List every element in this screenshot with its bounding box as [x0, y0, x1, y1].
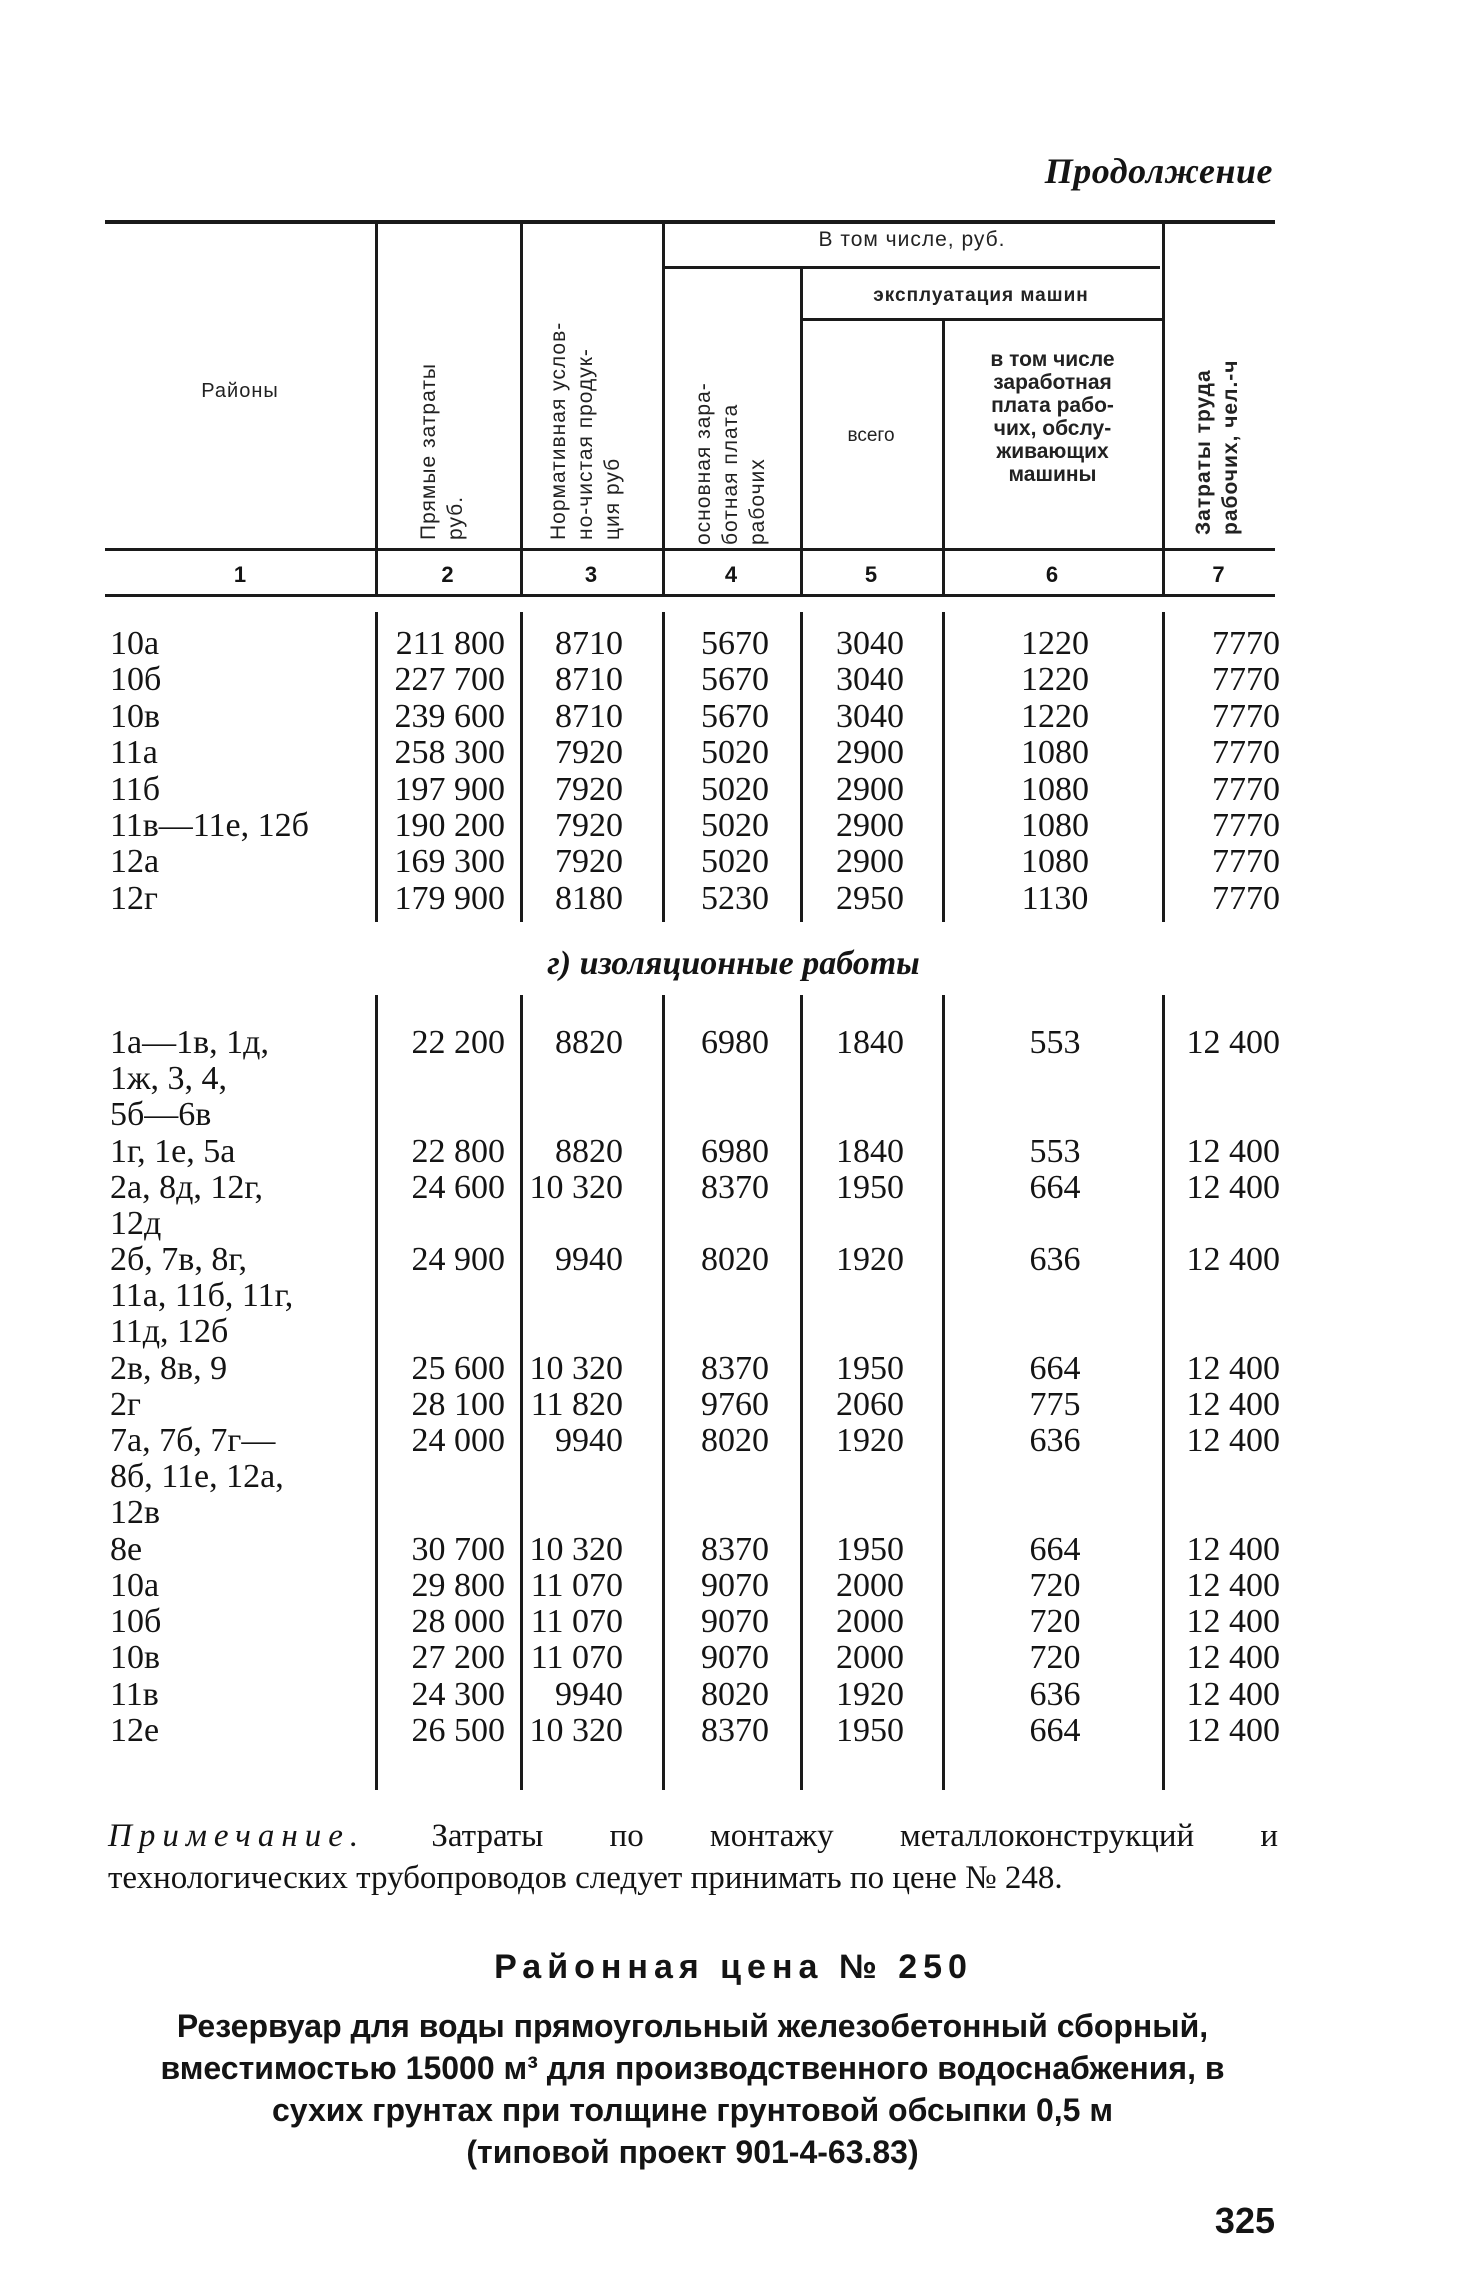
machine-total-cell: 3040 [836, 661, 904, 699]
region-cell: 2в, 8в, 9 [110, 1349, 228, 1387]
direct-costs-cell: 28 000 [411, 1603, 505, 1641]
base-wage-cell: 8370 [701, 1349, 769, 1387]
header-base-wage: основная зара- ботная плата рабочих [692, 382, 769, 545]
machine-wage-cell: 664 [1029, 1711, 1081, 1749]
region-cell: 10в [110, 1639, 161, 1677]
base-wage-cell: 8370 [701, 1530, 769, 1568]
labor-cell: 12 400 [1186, 1024, 1280, 1061]
labor-cell: 12 400 [1186, 1132, 1280, 1170]
column-number: 2 [441, 562, 454, 587]
machine-total-cell: 2000 [836, 1567, 904, 1604]
base-wage-cell: 5020 [701, 843, 769, 881]
normative-cell: 8710 [555, 697, 623, 735]
region-cell: 10б [110, 661, 162, 699]
region-cell: 2г [110, 1386, 141, 1423]
normative-cell: 8820 [555, 1132, 623, 1170]
machine-total-cell: 2000 [836, 1603, 904, 1641]
header-labor: Затраты труда рабочих, чел.-ч [1192, 359, 1242, 535]
machine-total-cell: 2060 [836, 1386, 904, 1423]
labor-cell: 12 400 [1186, 1168, 1280, 1206]
base-wage-cell: 5230 [701, 879, 769, 917]
labor-cell: 12 400 [1186, 1386, 1280, 1423]
base-wage-cell: 8370 [701, 1168, 769, 1206]
header-machine-op: эксплуатация машин [873, 285, 1089, 306]
machine-wage-cell: 664 [1029, 1530, 1081, 1568]
column-number: 6 [1045, 562, 1059, 587]
region-cell: 12а [110, 843, 160, 881]
machine-total-cell: 1840 [836, 1024, 904, 1061]
machine-total-cell: 2900 [836, 734, 904, 772]
base-wage-cell: 5020 [701, 807, 769, 844]
labor-cell: 12 400 [1186, 1675, 1280, 1713]
base-wage-cell: 5670 [701, 625, 769, 662]
header-incl-wage: в том числе заработная плата рабо- чих, обслу- живающих машины [990, 348, 1115, 486]
labor-cell: 7770 [1212, 661, 1280, 699]
machine-total-cell: 1840 [836, 1132, 904, 1170]
direct-costs-cell: 22 200 [411, 1024, 505, 1061]
note-text-2: технологических трубопроводов следует принимать по цене № 248. [108, 1860, 1063, 1896]
header-in-total: В том числе, руб. [818, 228, 1006, 251]
normative-cell: 11 820 [530, 1386, 623, 1423]
machine-wage-cell: 553 [1029, 1024, 1081, 1061]
column-divider [662, 995, 665, 1790]
normative-cell: 9940 [555, 1241, 623, 1279]
direct-costs-cell: 22 800 [411, 1132, 505, 1170]
machine-wage-cell: 1130 [1021, 879, 1089, 917]
direct-costs-cell: 24 600 [411, 1168, 505, 1206]
region-cell: 8е [110, 1530, 143, 1568]
labor-cell: 12 400 [1186, 1349, 1280, 1387]
machine-wage-cell: 1220 [1021, 697, 1089, 735]
header-regions: Районы [201, 380, 279, 402]
machine-total-cell: 2900 [836, 843, 904, 881]
machine-total-cell: 2900 [836, 770, 904, 808]
machine-wage-cell: 1080 [1021, 770, 1089, 808]
machine-wage-cell: 775 [1029, 1386, 1081, 1423]
column-divider [375, 612, 378, 922]
section-title: г) изоляционные работы [547, 945, 920, 982]
direct-costs-cell: 25 600 [411, 1349, 505, 1387]
column-number: 7 [1212, 562, 1225, 587]
colnum-bottom-rule [105, 594, 1275, 597]
base-wage-cell: 9070 [701, 1567, 769, 1604]
normative-cell: 11 070 [530, 1639, 623, 1677]
column-number: 3 [584, 562, 598, 587]
normative-cell: 11 070 [530, 1603, 623, 1641]
column-divider [662, 612, 665, 922]
machine-wage-cell: 1080 [1021, 807, 1089, 844]
machine-total-cell: 1920 [836, 1675, 904, 1713]
machine-total-cell: 1920 [836, 1241, 904, 1279]
region-cell: 11а [110, 734, 158, 772]
column-number: 1 [233, 562, 247, 587]
region-cell: 12е [110, 1711, 160, 1749]
region-cell: 2б, 7в, 8г, 11а, 11б, 11г, 11д, 12б [110, 1241, 294, 1351]
labor-cell: 12 400 [1186, 1567, 1280, 1604]
machine-wage-cell: 636 [1029, 1675, 1081, 1713]
labor-cell: 12 400 [1186, 1711, 1280, 1749]
in-total-underline [665, 266, 1160, 269]
direct-costs-cell: 211 800 [395, 625, 505, 662]
labor-cell: 7770 [1212, 879, 1280, 917]
base-wage-cell: 9070 [701, 1603, 769, 1641]
column-divider [375, 995, 378, 1790]
labor-cell: 7770 [1212, 625, 1280, 662]
header-machine-total: всего [847, 425, 895, 446]
region-cell: 1г, 1е, 5а [110, 1132, 236, 1170]
header-divider [375, 222, 378, 594]
direct-costs-cell: 179 900 [394, 879, 505, 917]
normative-cell: 11 070 [530, 1567, 623, 1604]
region-cell: 12г [110, 879, 158, 917]
price-heading: Районная цена № 250 [494, 1948, 973, 1986]
machine-wage-cell: 720 [1029, 1567, 1081, 1604]
direct-costs-cell: 28 100 [411, 1386, 505, 1423]
machine-total-cell: 1920 [836, 1422, 904, 1460]
region-cell: 11в—11е, 12б [110, 807, 309, 844]
labor-cell: 12 400 [1186, 1639, 1280, 1677]
header-direct-costs: Прямые затраты руб. [417, 362, 467, 540]
direct-costs-cell: 27 200 [411, 1639, 505, 1677]
base-wage-cell: 8020 [701, 1241, 769, 1279]
machine-wage-cell: 1220 [1021, 625, 1089, 662]
header-normative: Нормативная услов- но-чистая продук- ция руб [547, 321, 624, 540]
normative-cell: 10 320 [529, 1349, 623, 1387]
normative-cell: 8710 [555, 661, 623, 699]
base-wage-cell: 5670 [701, 697, 769, 735]
region-cell: 2а, 8д, 12г, 12д [110, 1168, 263, 1242]
direct-costs-cell: 169 300 [394, 843, 505, 881]
normative-cell: 7920 [555, 770, 623, 808]
machine-wage-cell: 1080 [1021, 843, 1089, 881]
machine-wage-cell: 636 [1029, 1422, 1081, 1460]
machine-wage-cell: 553 [1029, 1132, 1081, 1170]
machine-wage-cell: 636 [1029, 1241, 1081, 1279]
normative-cell: 10 320 [529, 1530, 623, 1568]
note-text-1: Затраты по монтажу металлоконструкций и [431, 1818, 1279, 1854]
labor-cell: 12 400 [1186, 1603, 1280, 1641]
normative-cell: 9940 [555, 1675, 623, 1713]
base-wage-cell: 5020 [701, 734, 769, 772]
continuation-label: Продолжение [1044, 151, 1273, 191]
base-wage-cell: 8020 [701, 1675, 769, 1713]
normative-cell: 8820 [555, 1024, 623, 1061]
machine-total-cell: 2900 [836, 807, 904, 844]
labor-cell: 7770 [1212, 770, 1280, 808]
machine-total-cell: 1950 [836, 1168, 904, 1206]
labor-cell: 7770 [1212, 843, 1280, 881]
base-wage-cell: 6980 [701, 1024, 769, 1061]
normative-cell: 10 320 [529, 1168, 623, 1206]
base-wage-cell: 5670 [701, 661, 769, 699]
machine-wage-cell: 664 [1029, 1168, 1081, 1206]
direct-costs-cell: 227 700 [394, 661, 505, 699]
machine-total-cell: 3040 [836, 697, 904, 735]
machine-total-cell: 1950 [836, 1349, 904, 1387]
normative-cell: 10 320 [529, 1711, 623, 1749]
table-top-rule [105, 220, 1275, 224]
machine-wage-cell: 720 [1029, 1603, 1081, 1641]
base-wage-cell: 8370 [701, 1711, 769, 1749]
region-cell: 10а [110, 1567, 160, 1604]
normative-cell: 7920 [555, 807, 623, 844]
normative-cell: 9940 [555, 1422, 623, 1460]
price-description: Резервуар для воды прямоугольный железобетонный сборный, вместимостью 15000 м³ для производственного водоснабжения, в сухих грунтах при толщине грунтовой обсыпки 0,5 м (типовой проект 901-4-63.83) [160, 2008, 1225, 2170]
machine-total-cell: 1950 [836, 1711, 904, 1749]
base-wage-cell: 5020 [701, 770, 769, 808]
machine-total-cell: 2950 [836, 879, 904, 917]
direct-costs-cell: 258 300 [394, 734, 505, 772]
base-wage-cell: 9070 [701, 1639, 769, 1677]
direct-costs-cell: 30 700 [411, 1530, 505, 1568]
machine-op-underline [800, 318, 1162, 321]
region-cell: 10б [110, 1603, 162, 1641]
base-wage-cell: 6980 [701, 1132, 769, 1170]
machine-total-cell: 3040 [836, 625, 904, 662]
region-cell: 10а [110, 625, 160, 662]
direct-costs-cell: 29 800 [411, 1567, 505, 1604]
direct-costs-cell: 190 200 [394, 807, 505, 844]
region-cell: 11б [110, 770, 161, 808]
direct-costs-cell: 26 500 [411, 1711, 505, 1749]
normative-cell: 7920 [555, 843, 623, 881]
region-cell: 11в [110, 1675, 159, 1713]
machine-wage-cell: 664 [1029, 1349, 1081, 1387]
column-number: 5 [864, 562, 878, 587]
header-divider [520, 222, 523, 594]
region-cell: 7а, 7б, 7г— 8б, 11е, 12а, 12в [110, 1422, 284, 1532]
note-label: Примечание. [108, 1818, 366, 1854]
machine-total-cell: 2000 [836, 1639, 904, 1677]
normative-cell: 8180 [555, 879, 623, 917]
labor-cell: 7770 [1212, 697, 1280, 735]
labor-cell: 7770 [1212, 734, 1280, 772]
machine-total-cell: 1950 [836, 1530, 904, 1568]
direct-costs-cell: 197 900 [394, 770, 505, 808]
labor-cell: 12 400 [1186, 1530, 1280, 1568]
machine-wage-cell: 1080 [1021, 734, 1089, 772]
machine-wage-cell: 720 [1029, 1639, 1081, 1677]
page-number: 325 [1214, 2200, 1275, 2241]
direct-costs-cell: 24 900 [411, 1241, 505, 1279]
base-wage-cell: 8020 [701, 1422, 769, 1460]
labor-cell: 7770 [1212, 807, 1280, 844]
labor-cell: 12 400 [1186, 1422, 1280, 1460]
header-divider [662, 222, 665, 594]
direct-costs-cell: 24 300 [411, 1675, 505, 1713]
normative-cell: 7920 [555, 734, 623, 772]
normative-cell: 8710 [555, 625, 623, 662]
note-line-1 [108, 1815, 1278, 1857]
direct-costs-cell: 24 000 [411, 1422, 505, 1460]
region-cell: 1а—1в, 1д, 1ж, 3, 4, 5б—6в [110, 1024, 269, 1133]
header-divider [1162, 222, 1165, 594]
labor-cell: 12 400 [1186, 1241, 1280, 1279]
direct-costs-cell: 239 600 [394, 697, 505, 735]
base-wage-cell: 9760 [701, 1386, 769, 1423]
region-cell: 10в [110, 697, 161, 735]
machine-wage-cell: 1220 [1021, 661, 1089, 699]
column-number: 4 [724, 562, 738, 587]
header-bottom-rule [105, 548, 1275, 551]
